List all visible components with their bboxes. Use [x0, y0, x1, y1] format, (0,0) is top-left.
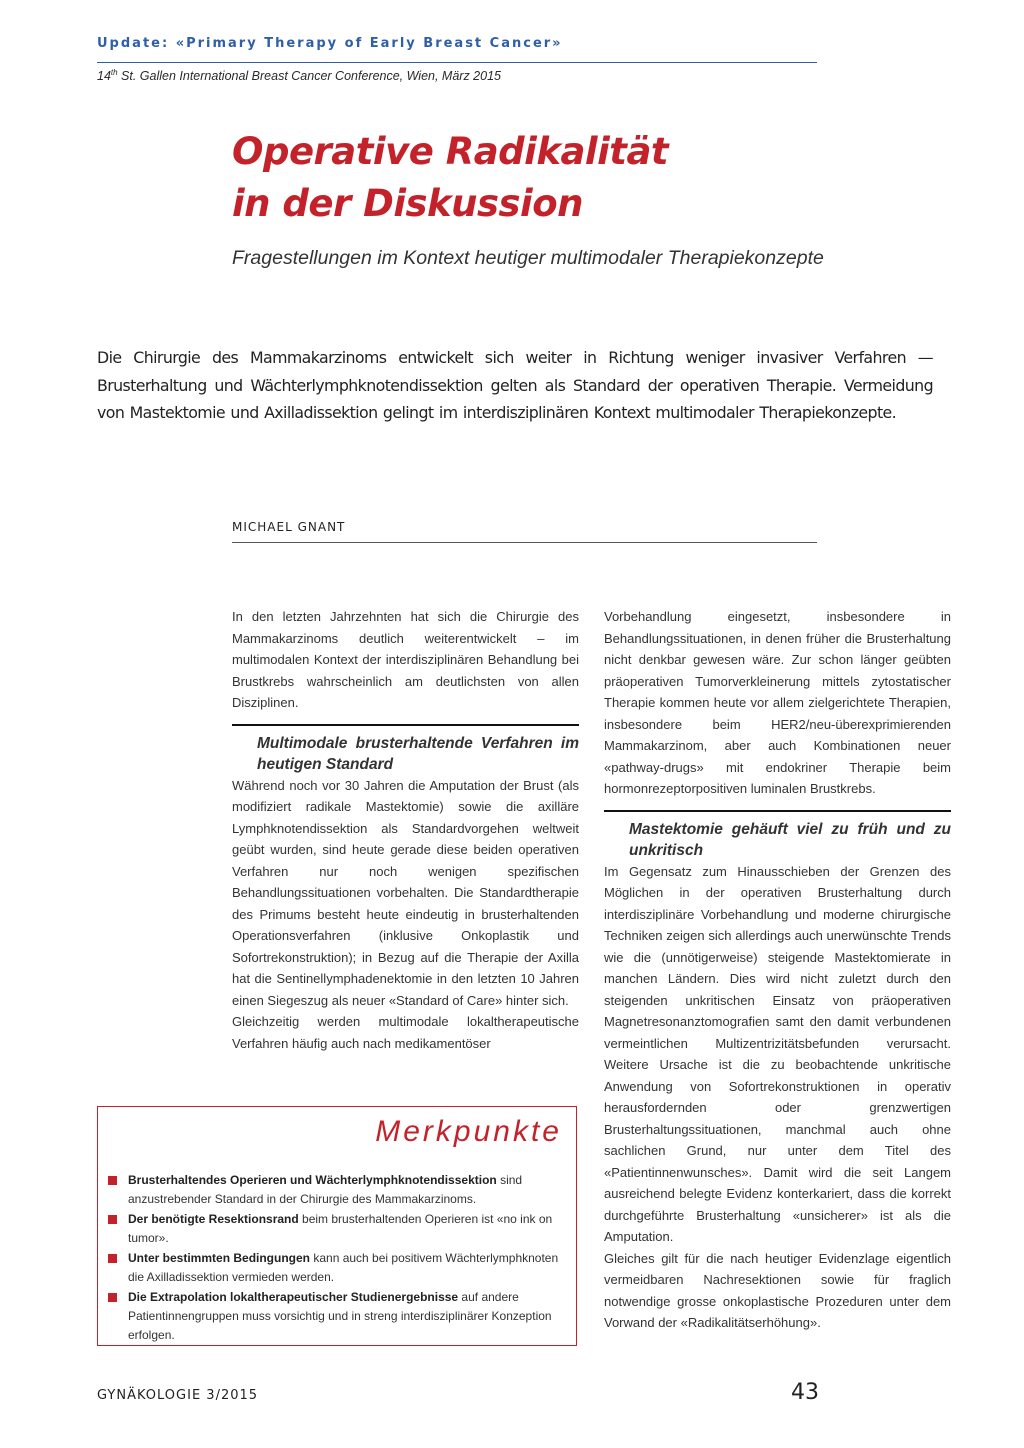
square-bullet-icon: [108, 1293, 117, 1302]
key-points-title: Merkpunkte: [375, 1115, 562, 1148]
body-paragraph: Gleichzeitig werden multimodale lokaltherapeutische Verfahren häufig auch nach medikamentöser: [232, 1014, 579, 1051]
square-bullet-icon: [108, 1176, 117, 1185]
conference-ordinal: 14: [97, 69, 111, 84]
key-point-bold: Unter bestimmten Bedingungen: [128, 1251, 311, 1265]
body-paragraph: Während noch vor 30 Jahren die Amputation der Brust (als modifiziert radikale Mastektomie) sowie die axilläre Lymphknotendissektion als Standardvorgehen weltweit geübt wurden, sind heute gerade diese beiden operativen Verfahren nur noch wenigen spezifischen Behandlungssituationen vorbehalten. Die Standardtherapie des Primums besteht heute eindeutig in brusterhaltenden Operationsverfahren (inklusive Onkoplastik und Sofortrekonstruktion); in Bezug auf die Therapie der Axilla hat die Sentinellymphadenektomie in den letzten 10 Jahren einen Siegeszug als neuer «Standard of Care» hinter sich.: [232, 777, 579, 1008]
square-bullet-icon: [108, 1215, 117, 1224]
running-head: Update: «Primary Therapy of Early Breast Cancer»: [97, 36, 563, 51]
conference-name: St. Gallen International Breast Cancer Conference, Wien, März 2015: [117, 69, 501, 84]
section-heading: Mastektomie gehäuft viel zu früh und zu unkritisch: [629, 820, 951, 859]
article-subtitle: Fragestellungen im Kontext heutiger multimodaler Therapiekonzepte: [232, 247, 824, 269]
author-divider: [232, 542, 817, 543]
article-lead: Die Chirurgie des Mammakarzinoms entwickelt sich weiter in Richtung weniger invasiver Verfahren — Brusterhaltung und Wächterlymphknotendissektion gelten als Standard der operativen Therapie. Vermeidung von Mastektomie und Axilladissektion gelingt im interdisziplinären Kontext multimodaler Therapiekonzepte.: [97, 348, 933, 422]
header-divider: [97, 62, 817, 63]
key-point-text: beim brusterhaltenden Operieren ist «no ink on tumor».: [128, 1212, 553, 1245]
key-point-text: kann auch bei positivem Wächterlymphknoten die Axilladissektion vermieden werden.: [128, 1251, 559, 1284]
article-title-line-2: in der Diskussion: [232, 182, 583, 225]
journal-footer: GYNÄKOLOGIE 3/2015: [97, 1388, 259, 1403]
author-name: MICHAEL GNANT: [232, 520, 346, 534]
right-column: [604, 606, 951, 1334]
left-column: [232, 606, 579, 1054]
key-point-bold: Der benötigte Resektionsrand: [128, 1212, 299, 1226]
article-title: [232, 126, 932, 230]
section-heading-block: [232, 724, 579, 775]
article-title-line-1: Operative Radikalität: [232, 130, 669, 173]
intro-paragraph: In den letzten Jahrzehnten hat sich die Chirurgie des Mammakarzinoms deutlich weiterentwickelt – im multimodalen Kontext der interdisziplinären Behandlung bei Brustkrebs wahrscheinlich am deutlichsten von allen Disziplinen.: [232, 609, 579, 710]
conference-line: [97, 68, 501, 83]
key-point-item: [108, 1171, 568, 1209]
body-paragraph: Gleiches gilt für die nach heutiger Evidenzlage eigentlich vermeidbaren Nachresektionen sowie für fraglich notwendige grosse onkoplastische Prozeduren unter dem Vorwand der «Radikalitätserhöhung».: [604, 1250, 951, 1330]
body-paragraph: Im Gegensatz zum Hinausschieben der Grenzen des Möglichen in der operativen Brusterhaltung durch interdisziplinäre Vorbehandlung und moderne chirurgische Techniken zeigen sich allerdings auch unerwünschte Trends wie die (unnötigerweise) steigende Mastektomierate in manchen Ländern. Dies wird nicht zuletzt durch den steigenden unkritischen Einsatz von präoperativen Magnetresonanztomografien samt den damit verbundenen vermeintlichen Multizentrizitätsbefunden verursacht. Weitere Ursache ist die zu beobachtende unkritische Anwendung von Sofortrekonstruktionen in operativ herausfordernden oder grenzwertigen Brusterhaltungssituationen, manchmal auch ohne sachlichen Grund, nur unter dem Titel des «Patientinnenwunsches». Damit wird die seit Langem ausreichend belegte Evidenz konterkariert, dass die korrekt durchgeführte Brusterhaltung «unsicherer» ist als die Amputation.: [604, 863, 951, 1244]
key-points-box: [97, 1106, 577, 1346]
key-point-text: auf andere Patientinnengruppen muss vorsichtig und in streng interdisziplinärer Konzeption erfolgen.: [128, 1290, 552, 1342]
key-point-item: [108, 1288, 568, 1345]
section-heading: Multimodale brusterhaltende Verfahren im heutigen Standard: [257, 734, 579, 773]
key-point-item: [108, 1249, 568, 1287]
square-bullet-icon: [108, 1254, 117, 1263]
key-point-bold: Die Extrapolation lokaltherapeutischer Studienergebnisse: [128, 1290, 459, 1304]
key-point-item: [108, 1210, 568, 1248]
body-paragraph: Vorbehandlung eingesetzt, insbesondere in Behandlungssituationen, in denen früher die Brusterhaltung nicht denkbar gewesen wäre. Zur schon länger geübten präoperativen Tumorverkleinerung mittels zytostatischer Therapie kommen heute vor allem zielgerichtete Therapien, insbesondere beim HER2/neu-überexprimierenden Mammakarzinom, aber auch Kombinationen neuer «pathway-drugs» mit endokriner Therapie beim hormonrezeptorpositiven luminalen Brustkrebs.: [604, 609, 951, 796]
key-points-list: [108, 1171, 568, 1346]
page-number: 43: [791, 1380, 819, 1405]
conference-ordinal-suffix: th: [110, 68, 118, 77]
section-heading-block: [604, 810, 951, 861]
key-point-bold: Brusterhaltendes Operieren und Wächterlymphknotendissektion: [128, 1173, 497, 1187]
key-point-text: sind anzustrebender Standard in der Chirurgie des Mammakarzinoms.: [128, 1173, 523, 1206]
